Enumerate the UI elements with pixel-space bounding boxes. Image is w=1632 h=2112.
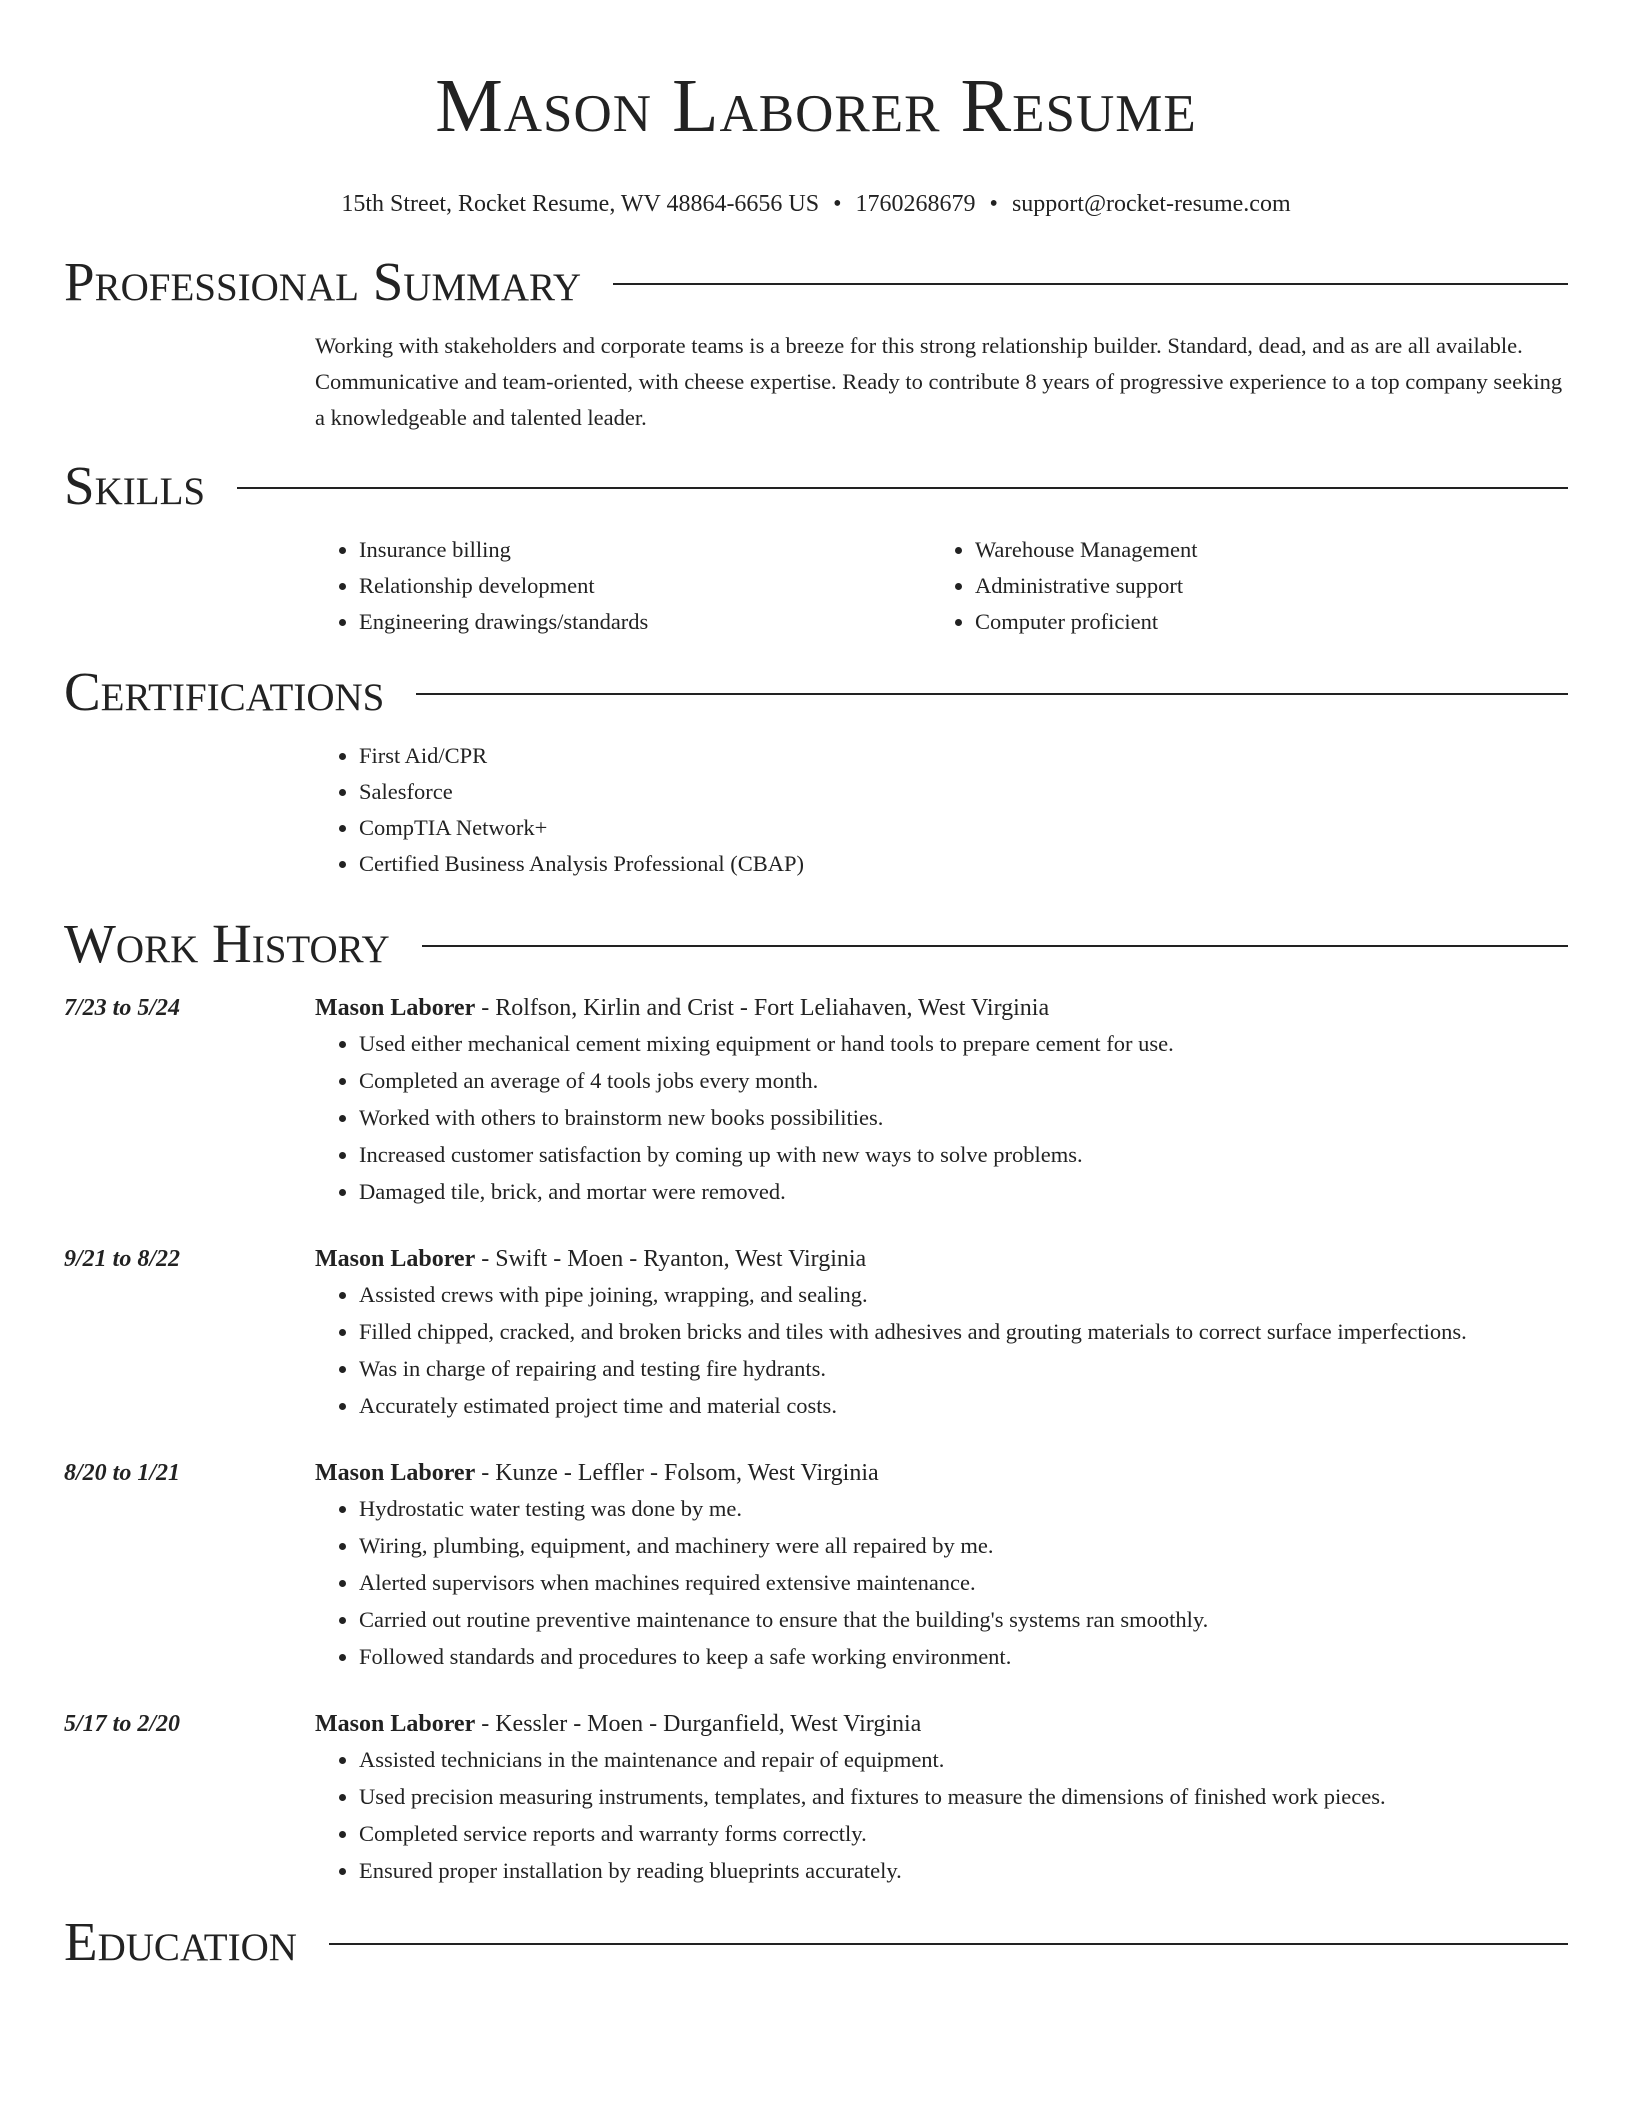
contact-separator: • <box>989 191 998 217</box>
job-entry <box>64 1455 1568 1676</box>
certification-item: • First Aid/CPR <box>359 738 1568 774</box>
job-bullet: • Followed standards and procedures to keep a safe working environment. <box>359 1639 1568 1675</box>
job-entry <box>64 1241 1568 1425</box>
job-bullet: • Used precision measuring instruments, templates, and fixtures to measure the dimensions of finished work pieces. <box>359 1779 1568 1815</box>
job-heading <box>315 990 1568 1026</box>
job-employer: - Swift - Moen - Ryanton, West Virginia <box>475 1246 867 1272</box>
job-bullet: • Assisted technicians in the maintenance and repair of equipment. <box>359 1742 1568 1778</box>
job-entry <box>64 1706 1568 1890</box>
section-header-skills <box>64 454 1568 518</box>
job-dates: 7/23 to 5/24 <box>64 995 181 1021</box>
skill-item: • Insurance billing <box>359 532 931 568</box>
section-divider <box>237 487 1568 489</box>
job-bullet: • Damaged tile, brick, and mortar were removed. <box>359 1174 1568 1210</box>
section-title-education: Education <box>64 1911 297 1972</box>
section-divider <box>422 945 1568 947</box>
job-bullet: • Hydrostatic water testing was done by me. <box>359 1491 1568 1527</box>
job-employer: - Rolfson, Kirlin and Crist - Fort Leliahaven, West Virginia <box>475 995 1050 1021</box>
section-header-summary <box>64 250 1568 314</box>
section-header-certifications <box>64 660 1568 724</box>
contact-phone: 1760268679 <box>855 191 976 217</box>
job-dates: 8/20 to 1/21 <box>64 1460 181 1486</box>
job-bullet: • Completed service reports and warranty forms correctly. <box>359 1816 1568 1852</box>
job-employer: - Kunze - Leffler - Folsom, West Virginia <box>475 1460 879 1486</box>
job-bullet: • Filled chipped, cracked, and broken bricks and tiles with adhesives and grouting materials to correct surface imperfections. <box>359 1314 1568 1350</box>
job-dates: 5/17 to 2/20 <box>64 1711 181 1737</box>
resume-title: Mason Laborer Resume <box>435 64 1197 148</box>
skill-item: • Administrative support <box>975 568 1547 604</box>
certification-item: • CompTIA Network+ <box>359 810 1568 846</box>
section-title-summary: Professional Summary <box>64 251 582 312</box>
job-bullet: • Was in charge of repairing and testing fire hydrants. <box>359 1351 1568 1387</box>
section-divider <box>613 283 1568 285</box>
section-divider <box>329 1943 1568 1945</box>
skills-column-right <box>931 532 1547 640</box>
skill-item: • Warehouse Management <box>975 532 1547 568</box>
job-body <box>315 1241 1568 1425</box>
section-title-work-history: Work History <box>64 913 390 974</box>
contact-line <box>64 188 1568 220</box>
job-role: Mason Laborer <box>315 1246 476 1272</box>
certification-item: • Certified Business Analysis Professional (CBAP) <box>359 846 1568 882</box>
job-entry <box>64 990 1568 1211</box>
job-heading <box>315 1706 1568 1742</box>
job-bullet: • Carried out routine preventive maintenance to ensure that the building's systems ran smoothly. <box>359 1602 1568 1638</box>
job-bullet: • Assisted crews with pipe joining, wrapping, and sealing. <box>359 1277 1568 1313</box>
section-divider <box>416 693 1568 695</box>
job-employer: - Kessler - Moen - Durganfield, West Virginia <box>475 1711 922 1737</box>
job-bullet: • Ensured proper installation by reading blueprints accurately. <box>359 1853 1568 1889</box>
skills-grid <box>315 532 1568 640</box>
job-role: Mason Laborer <box>315 1711 476 1737</box>
certifications-block <box>315 738 1568 882</box>
job-dates: 9/21 to 8/22 <box>64 1246 181 1272</box>
contact-separator: • <box>833 191 842 217</box>
job-bullet: • Completed an average of 4 tools jobs every month. <box>359 1063 1568 1099</box>
job-role: Mason Laborer <box>315 1460 476 1486</box>
job-heading <box>315 1241 1568 1277</box>
certification-item: • Salesforce <box>359 774 1568 810</box>
job-bullet: • Accurately estimated project time and material costs. <box>359 1388 1568 1424</box>
job-body <box>315 1455 1568 1676</box>
job-body <box>315 1706 1568 1890</box>
job-heading <box>315 1455 1568 1491</box>
job-role: Mason Laborer <box>315 995 476 1021</box>
section-header-education <box>64 1910 1568 1974</box>
contact-address: 15th Street, Rocket Resume, WV 48864-6656 US <box>341 191 820 217</box>
skill-item: • Engineering drawings/standards <box>359 604 931 640</box>
contact-email: support@rocket-resume.com <box>1011 191 1291 217</box>
job-bullet: • Worked with others to brainstorm new books possibilities. <box>359 1100 1568 1136</box>
job-body <box>315 990 1568 1211</box>
section-title-skills: Skills <box>64 455 206 516</box>
summary-text: Working with stakeholders and corporate teams is a breeze for this strong relationship builder. Standard, dead, and as are all available. Communicative and team-oriented, with cheese expertise. Ready to contribute 8 years of progressive experience to a top company seeking a knowledgeable and talented leader. <box>315 333 1563 430</box>
job-bullet: • Wiring, plumbing, equipment, and machinery were all repaired by me. <box>359 1528 1568 1564</box>
job-bullet: • Increased customer satisfaction by coming up with new ways to solve problems. <box>359 1137 1568 1173</box>
skill-item: • Computer proficient <box>975 604 1547 640</box>
skills-column-left <box>315 532 931 640</box>
job-bullet: • Used either mechanical cement mixing equipment or hand tools to prepare cement for use. <box>359 1026 1568 1062</box>
section-header-work-history <box>64 912 1568 976</box>
section-title-certifications: Certifications <box>64 661 385 722</box>
skill-item: • Relationship development <box>359 568 931 604</box>
summary-block <box>315 328 1568 436</box>
job-bullet: • Alerted supervisors when machines required extensive maintenance. <box>359 1565 1568 1601</box>
